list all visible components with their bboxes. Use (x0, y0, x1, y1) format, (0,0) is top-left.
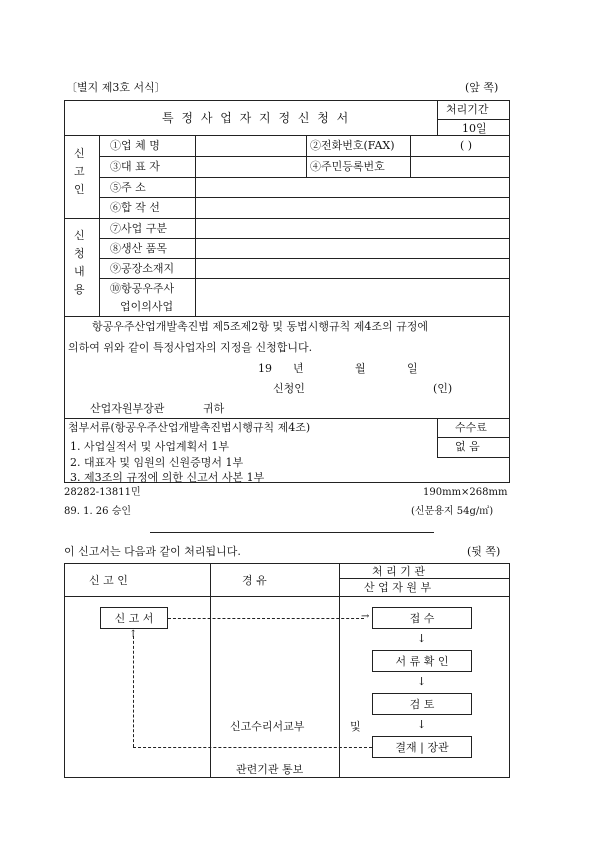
flow-report-to-receive (168, 618, 364, 619)
declaration-line-2: 의하여 위와 같이 특정사업자의 지정을 신청합니다. (68, 341, 313, 354)
arrow-right-icon: → (361, 611, 370, 622)
representative-label: ③대 표 자 (110, 160, 160, 173)
business-type-label: ⑦사업 구분 (110, 222, 168, 235)
request-content-section-label: 신 청 내 용 (74, 229, 85, 296)
flow-return-line (133, 636, 134, 747)
year-unit: 년 (293, 362, 304, 375)
attachment-item-3: 3. 제3조의 규정에 의한 신고서 사본 1부 (70, 471, 265, 484)
and-label: 및 (350, 720, 361, 733)
year-prefix: 19 (258, 362, 272, 375)
form-code: 28282-13811민 (64, 487, 141, 498)
arrow-up-icon: ↑ (129, 629, 138, 640)
back-side-label: (뒷 쪽) (467, 545, 501, 558)
company-name-field[interactable] (197, 137, 304, 155)
flow-decision-to-report (133, 747, 372, 748)
company-name-label: ①업 체 명 (110, 139, 160, 152)
resident-number-label: ④주민등록번호 (310, 160, 385, 173)
fee-value: 없 음 (455, 440, 480, 453)
attachment-item-2: 2. 대표자 및 임원의 신원증명서 1부 (70, 456, 244, 469)
form-title: 특 정 사 업 자 지 정 신 청 서 (162, 111, 351, 125)
aerospace-business-label: ⑩항공우주사 (110, 282, 175, 295)
arrow-down-icon: ↓ (417, 718, 427, 731)
issue-receipt-label: 신고수리서교부 (230, 720, 305, 733)
receive-box: 접 수 (372, 607, 472, 629)
address-label: ⑤주 소 (110, 181, 146, 194)
address-field[interactable] (197, 179, 508, 196)
aerospace-business-label-cont: 업이의사업 (120, 300, 174, 313)
addressee: 산업자원부장관 (90, 402, 165, 415)
col-agency-header: 처 리 기 관 (372, 565, 425, 578)
applicant-section-label: 신 고 인 (74, 147, 85, 196)
approval-date: 89. 1. 26 승인 (64, 506, 132, 517)
joint-venture-field[interactable] (197, 199, 508, 217)
aerospace-business-field[interactable] (197, 280, 508, 315)
representative-field[interactable] (197, 158, 304, 176)
addressee-honorific: 귀하 (203, 402, 225, 415)
review-box: 검 토 (372, 693, 472, 715)
processing-intro: 이 신고서는 다음과 같이 처리됩니다. (64, 545, 241, 558)
paper-size: 190mm×268mm (423, 487, 508, 498)
col-agency-subheader: 산 업 자 원 부 (364, 581, 432, 594)
col-applicant-header: 신 고 인 (89, 574, 128, 587)
form-number: 〔별지 제3호 서식〕 (66, 81, 166, 94)
declaration-line-1: 항공우주산업개발촉진법 제5조제2항 및 동법시행규칙 제4조의 규정에 (92, 320, 429, 333)
processing-period-label: 처리기간 (446, 103, 489, 116)
attachment-item-1: 1. 사업실적서 및 사업계획서 1부 (70, 440, 229, 453)
phone-label: ②전화번호(FAX) (310, 139, 395, 152)
arrow-down-icon: ↓ (417, 675, 427, 688)
fee-label: 수수료 (455, 421, 487, 434)
products-field[interactable] (197, 240, 508, 257)
products-label: ⑧생산 품목 (110, 242, 168, 255)
arrow-down-icon: ↓ (417, 632, 427, 645)
report-box: 신 고 서 (100, 607, 168, 629)
col-via-header: 경 유 (242, 574, 267, 587)
attachments-title: 첨부서류(항공우주산업개발촉진법시행규칙 제4조) (68, 421, 311, 434)
notify-agencies-label: 관련기관 통보 (236, 763, 304, 776)
business-type-field[interactable] (197, 220, 508, 237)
resident-number-field[interactable] (412, 158, 508, 176)
joint-venture-label: ⑥합 작 선 (110, 201, 160, 214)
factory-location-field[interactable] (197, 260, 508, 277)
day-unit: 일 (407, 362, 418, 375)
phone-area-code[interactable]: ( ) (460, 139, 473, 152)
cut-line (150, 532, 434, 533)
decision-box: 결재 | 장관 (372, 736, 472, 758)
paper-spec: (신문용지 54g/㎡) (411, 506, 494, 517)
processing-period-value: 10일 (462, 122, 487, 135)
seal-mark: (인) (433, 382, 453, 395)
document-check-box: 서 류 확 인 (372, 650, 472, 672)
factory-location-label: ⑨공장소재지 (110, 262, 175, 275)
month-unit: 월 (355, 362, 366, 375)
front-side-label: (앞 쪽) (465, 81, 499, 94)
applicant-signature-label: 신청인 (273, 382, 305, 395)
